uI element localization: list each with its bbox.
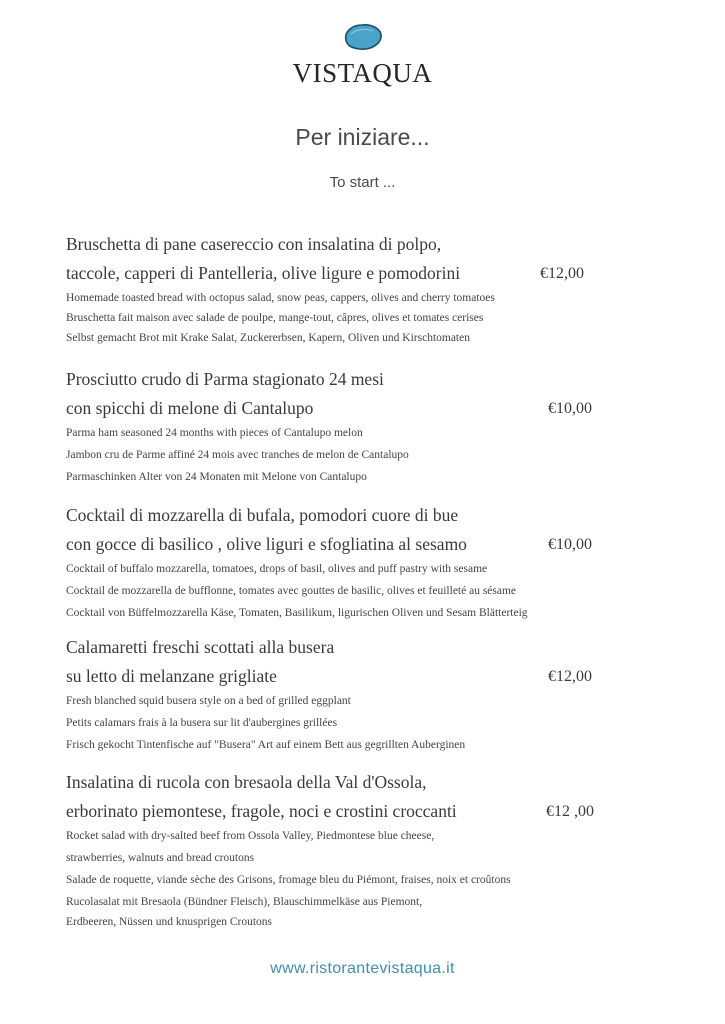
item-name-line-2 (66, 662, 626, 691)
item-translation: Parmaschinken Alter von 24 Monaten mit Melone von Cantalupo (66, 471, 367, 483)
item-name-line-2-text: con spicchi di melone di Cantalupo (66, 398, 314, 418)
item-translation: Cocktail of buffalo mozzarella, tomatoes, drops of basil, olives and puff pastry with sesame (66, 563, 488, 575)
item-name-line-2-text: con gocce di basilico , olive liguri e sfogliatina al sesamo (66, 534, 467, 554)
item-name-line-1: Insalatina di rucola con bresaola della Val d'Ossola, (66, 772, 427, 792)
item-name-line-2-text: erborinato piemontese, fragole, noci e crostini croccanti (66, 801, 457, 821)
item-translation: Selbst gemacht Brot mit Krake Salat, Zuckererbsen, Kapern, Oliven und Kirschtomaten (66, 332, 470, 344)
item-translation: Parma ham seasoned 24 months with pieces of Cantalupo melon (66, 427, 363, 439)
item-name-line-2 (66, 259, 626, 288)
item-name-line-1: Bruschetta di pane casereccio con insalatina di polpo, (66, 234, 442, 254)
item-translation: Cocktail von Büffelmozzarella Käse, Tomaten, Basilikum, ligurischen Oliven und Sesam Blätterteig (66, 607, 528, 619)
item-price: €12 ,00 (546, 803, 594, 820)
item-name-line-2-text: su letto di melanzane grigliate (66, 666, 277, 686)
item-translation: strawberries, walnuts and bread croutons (66, 852, 255, 864)
item-name-line-1: Cocktail di mozzarella di bufala, pomodori cuore di bue (66, 505, 459, 525)
menu-item (66, 230, 626, 348)
item-price: €10,00 (548, 400, 592, 417)
website-link[interactable]: www.ristorantevistaqua.it (270, 960, 455, 977)
logo (0, 22, 725, 52)
item-translation: Erdbeeren, Nüssen und knusprigen Croutons (66, 916, 273, 928)
item-price: €12,00 (548, 668, 592, 685)
item-name-line-2 (66, 394, 626, 423)
page-title: Per iniziare... (295, 124, 430, 150)
item-price: €12,00 (540, 265, 584, 282)
item-translation: Cocktail de mozzarella de bufflonne, tomates avec gouttes de basilic, olives et feuilleté au sésame (66, 585, 517, 597)
item-price: €10,00 (548, 536, 592, 553)
item-name-line-2-text: taccole, capperi di Pantelleria, olive ligure e pomodorini (66, 263, 461, 283)
menu-item (66, 365, 626, 487)
item-translation: Bruschetta fait maison avec salade de poulpe, mange-tout, câpres, olives et tomates cerises (66, 312, 484, 324)
item-translation: Fresh blanched squid busera style on a bed of grilled eggplant (66, 695, 351, 707)
item-translation: Rucolasalat mit Bresaola (Bündner Fleisch), Blauschimmelkäse aus Piemont, (66, 896, 423, 908)
item-translation: Petits calamars frais à la busera sur lit d'aubergines grillées (66, 717, 338, 729)
item-translation: Salade de roquette, viande sèche des Grisons, fromage bleu du Piémont, fraises, noix et croûtons (66, 874, 511, 886)
brand-name: VISTAQUA (292, 58, 433, 88)
page-subtitle: To start ... (329, 174, 396, 191)
item-name-line-2 (66, 797, 626, 826)
item-translation: Jambon cru de Parme affiné 24 mois avec tranches de melon de Cantalupo (66, 449, 409, 461)
item-translation: Frisch gekocht Tintenfische auf "Busera" Art auf einem Bett aus gegrillten Auberginen (66, 739, 466, 751)
item-name-line-1: Calamaretti freschi scottati alla busera (66, 637, 335, 657)
stone-logo-icon (342, 22, 384, 52)
menu-item (66, 501, 626, 623)
item-name-line-1: Prosciutto crudo di Parma stagionato 24 mesi (66, 369, 384, 389)
item-name-line-2 (66, 530, 626, 559)
item-translation: Rocket salad with dry-salted beef from Ossola Valley, Piedmontese blue cheese, (66, 830, 435, 842)
item-translation: Homemade toasted bread with octopus salad, snow peas, cappers, olives and cherry tomatoes (66, 292, 495, 304)
menu-item (66, 633, 626, 755)
menu-item (66, 768, 626, 932)
